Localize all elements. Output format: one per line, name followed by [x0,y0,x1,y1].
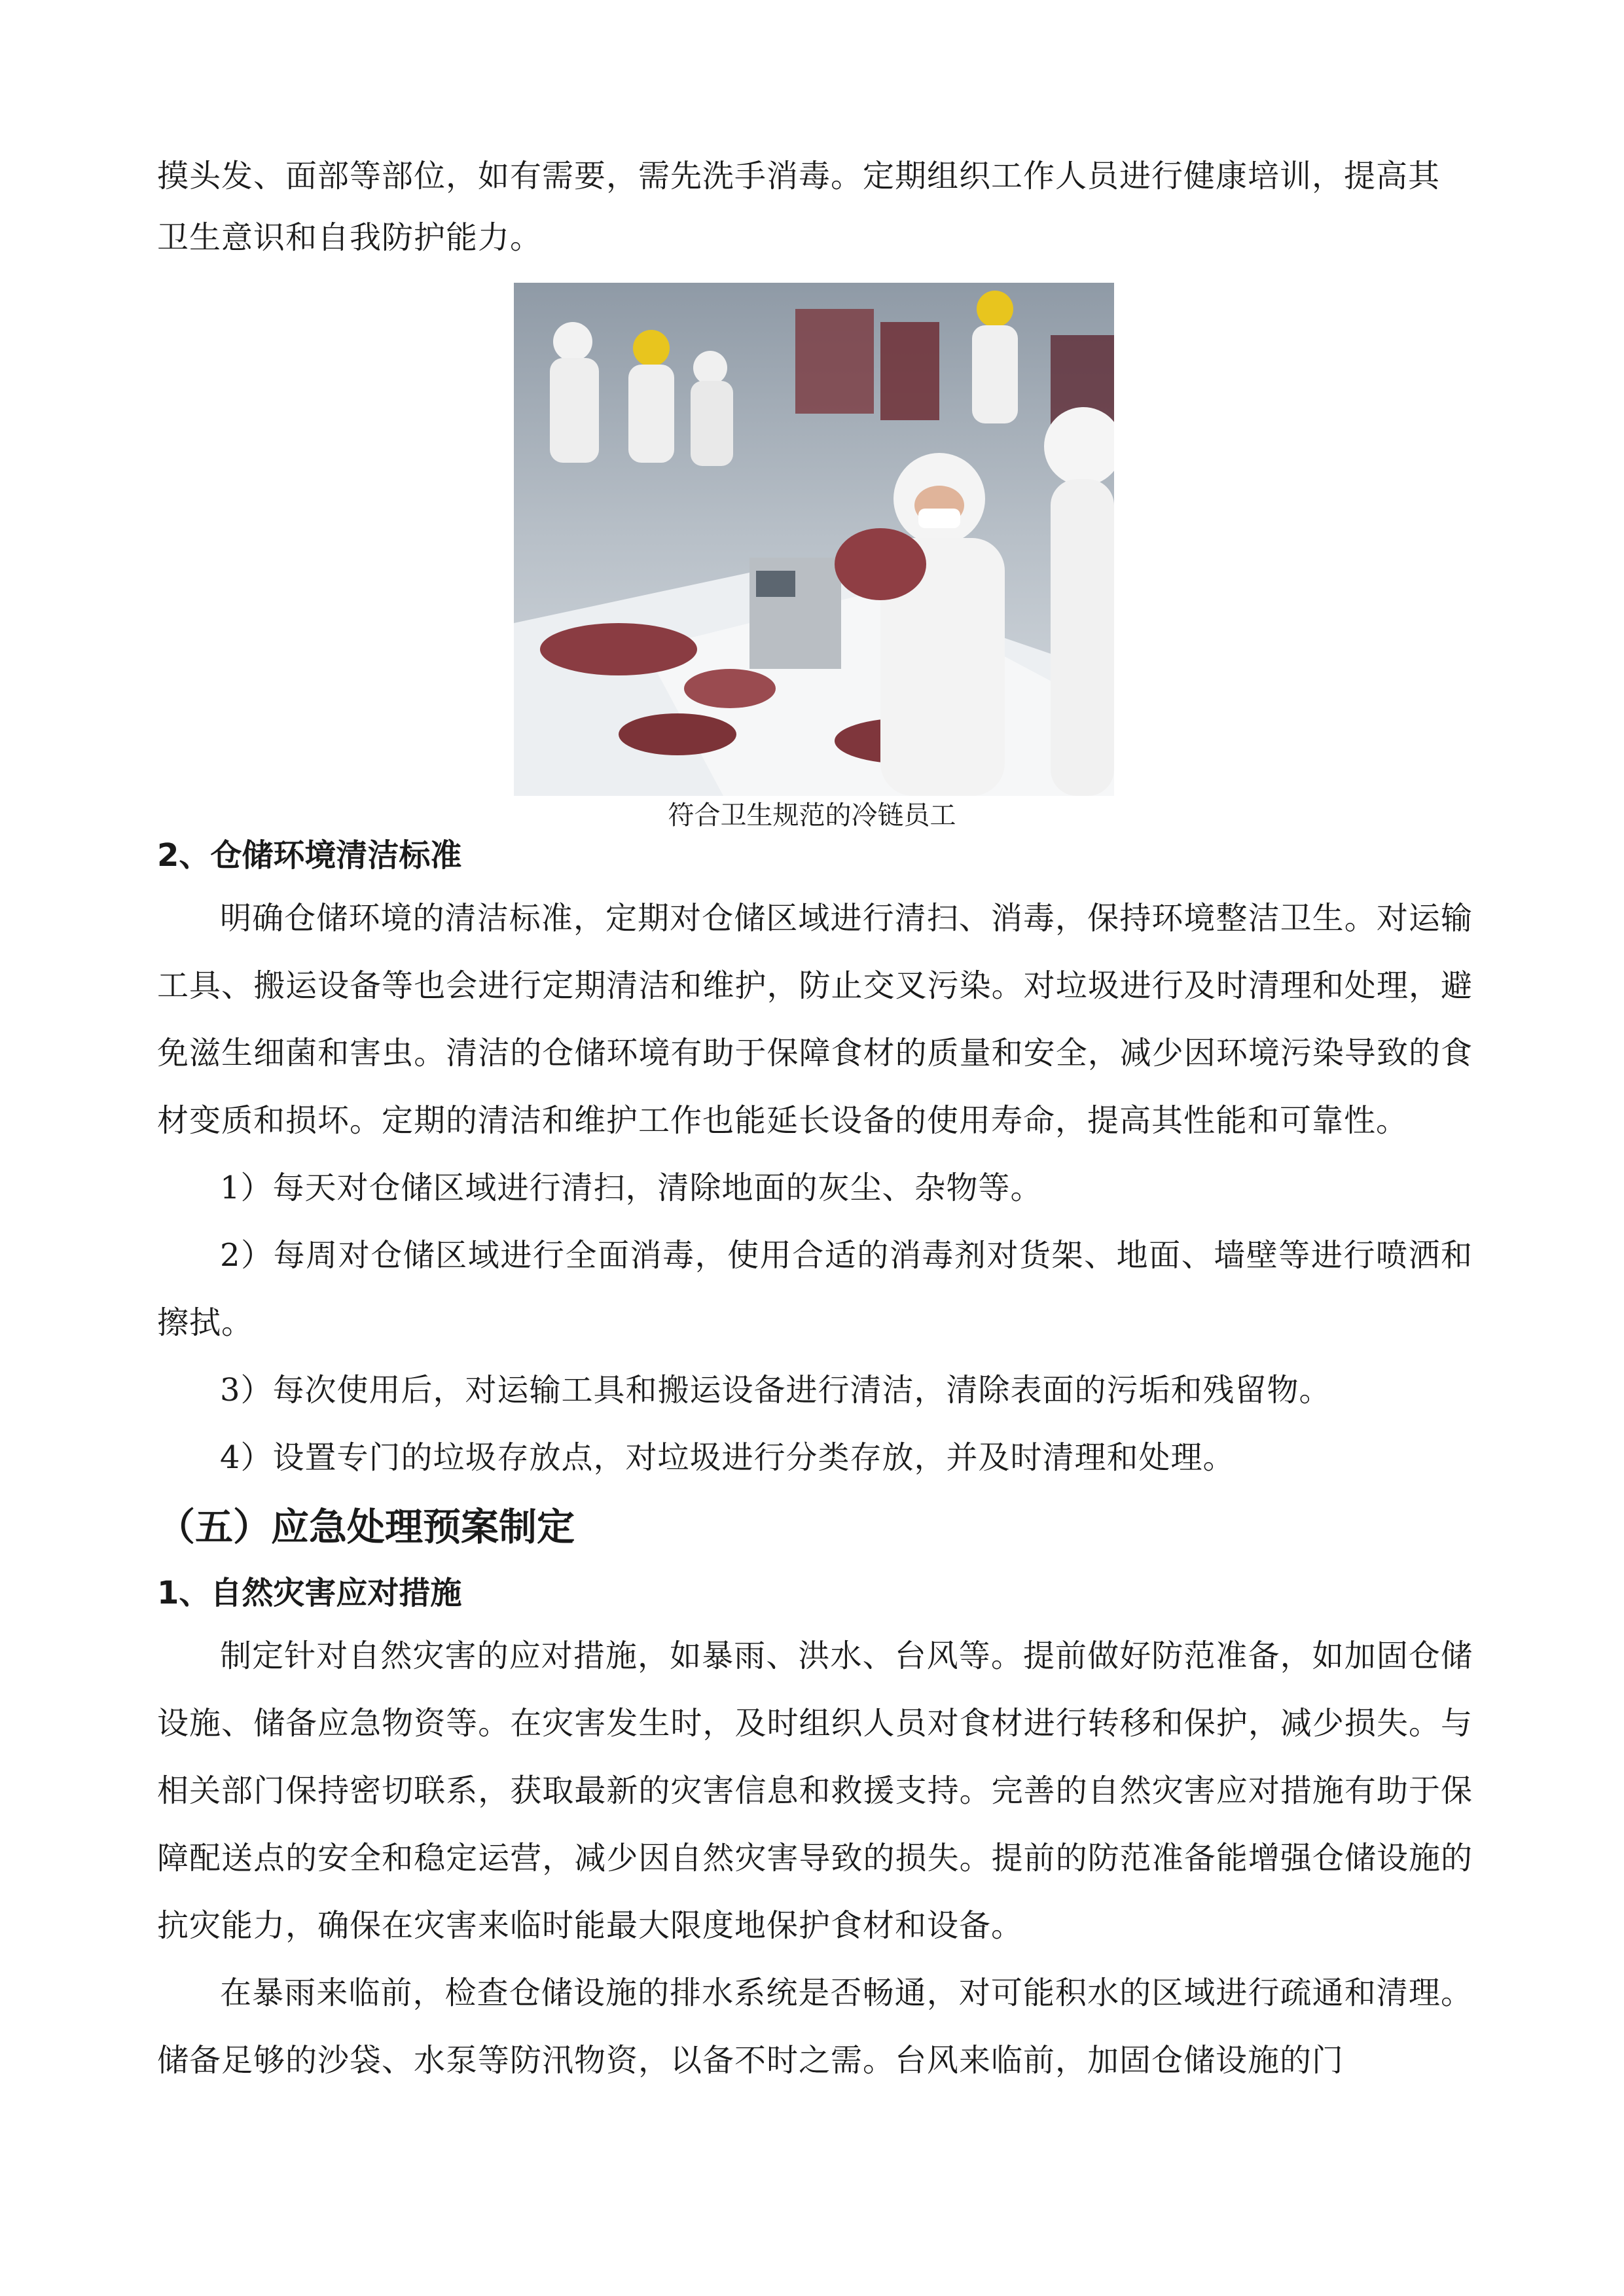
document-body [157,826,1473,2094]
section-5-1-paragraph-2: 在暴雨来临前，检查仓储设施的排水系统是否畅通，对可能积水的区域进行疏通和清理。储备足够的沙袋、水泵等防汛物资，以备不时之需。台风来临前，加固仓储设施的门 [157,1975,1473,2079]
list-item: 2）每周对仓储区域进行全面消毒，使用合适的消毒剂对货架、地面、墙壁等进行喷洒和擦拭。 [157,1237,1473,1341]
intro-line-1: 摸头发、面部等部位，如有需要，需先洗手消毒。定期组织工作人员进行健康培训，提高其 [157,158,1441,194]
list-item: 3）每次使用后，对运输工具和搬运设备进行清洁，清除表面的污垢和残留物。 [220,1372,1331,1408]
section-2-paragraph: 明确仓储环境的清洁标准，定期对仓储区域进行清扫、消毒，保持环境整洁卫生。对运输工具、搬运设备等也会进行定期清洁和维护，防止交叉污染。对垃圾进行及时清理和处理，避免滋生细菌和害虫。清洁的仓储环境有助于保障食材的质量和安全，减少因环境污染导致的食材变质和损坏。定期的清洁和维护工作也能延长设备的使用寿命，提高其性能和可靠性。 [157,900,1473,1139]
list-item: 1）每天对仓储区域进行清扫，清除地面的灰尘、杂物等。 [220,1170,1043,1206]
section-5-1-paragraph-1: 制定针对自然灾害的应对措施，如暴雨、洪水、台风等。提前做好防范准备，如加固仓储设施、储备应急物资等。在灾害发生时，及时组织人员对食材进行转移和保护，减少损失。与相关部门保持密切联系，获取最新的灾害信息和救援支持。完善的自然灾害应对措施有助于保障配送点的安全和稳定运营，减少因自然灾害导致的损失。提前的防范准备能增强仓储设施的抗灾能力，确保在灾害来临时能最大限度地保护食材和设备。 [157,1638,1473,1944]
intro-line-2: 卫生意识和自我防护能力。 [157,219,543,256]
figure-caption: 符合卫生规范的冷链员工 [668,800,956,831]
section-5-heading: （五）应急处理预案制定 [157,1505,575,1549]
list-item: 4）设置专门的垃圾存放点，对垃圾进行分类存放，并及时清理和处理。 [220,1439,1235,1476]
section-5-1-heading: 1、自然灾害应对措施 [157,1575,462,1611]
section-2-heading: 2、仓储环境清洁标准 [157,837,462,874]
cold-chain-workers-photo [514,283,1114,796]
